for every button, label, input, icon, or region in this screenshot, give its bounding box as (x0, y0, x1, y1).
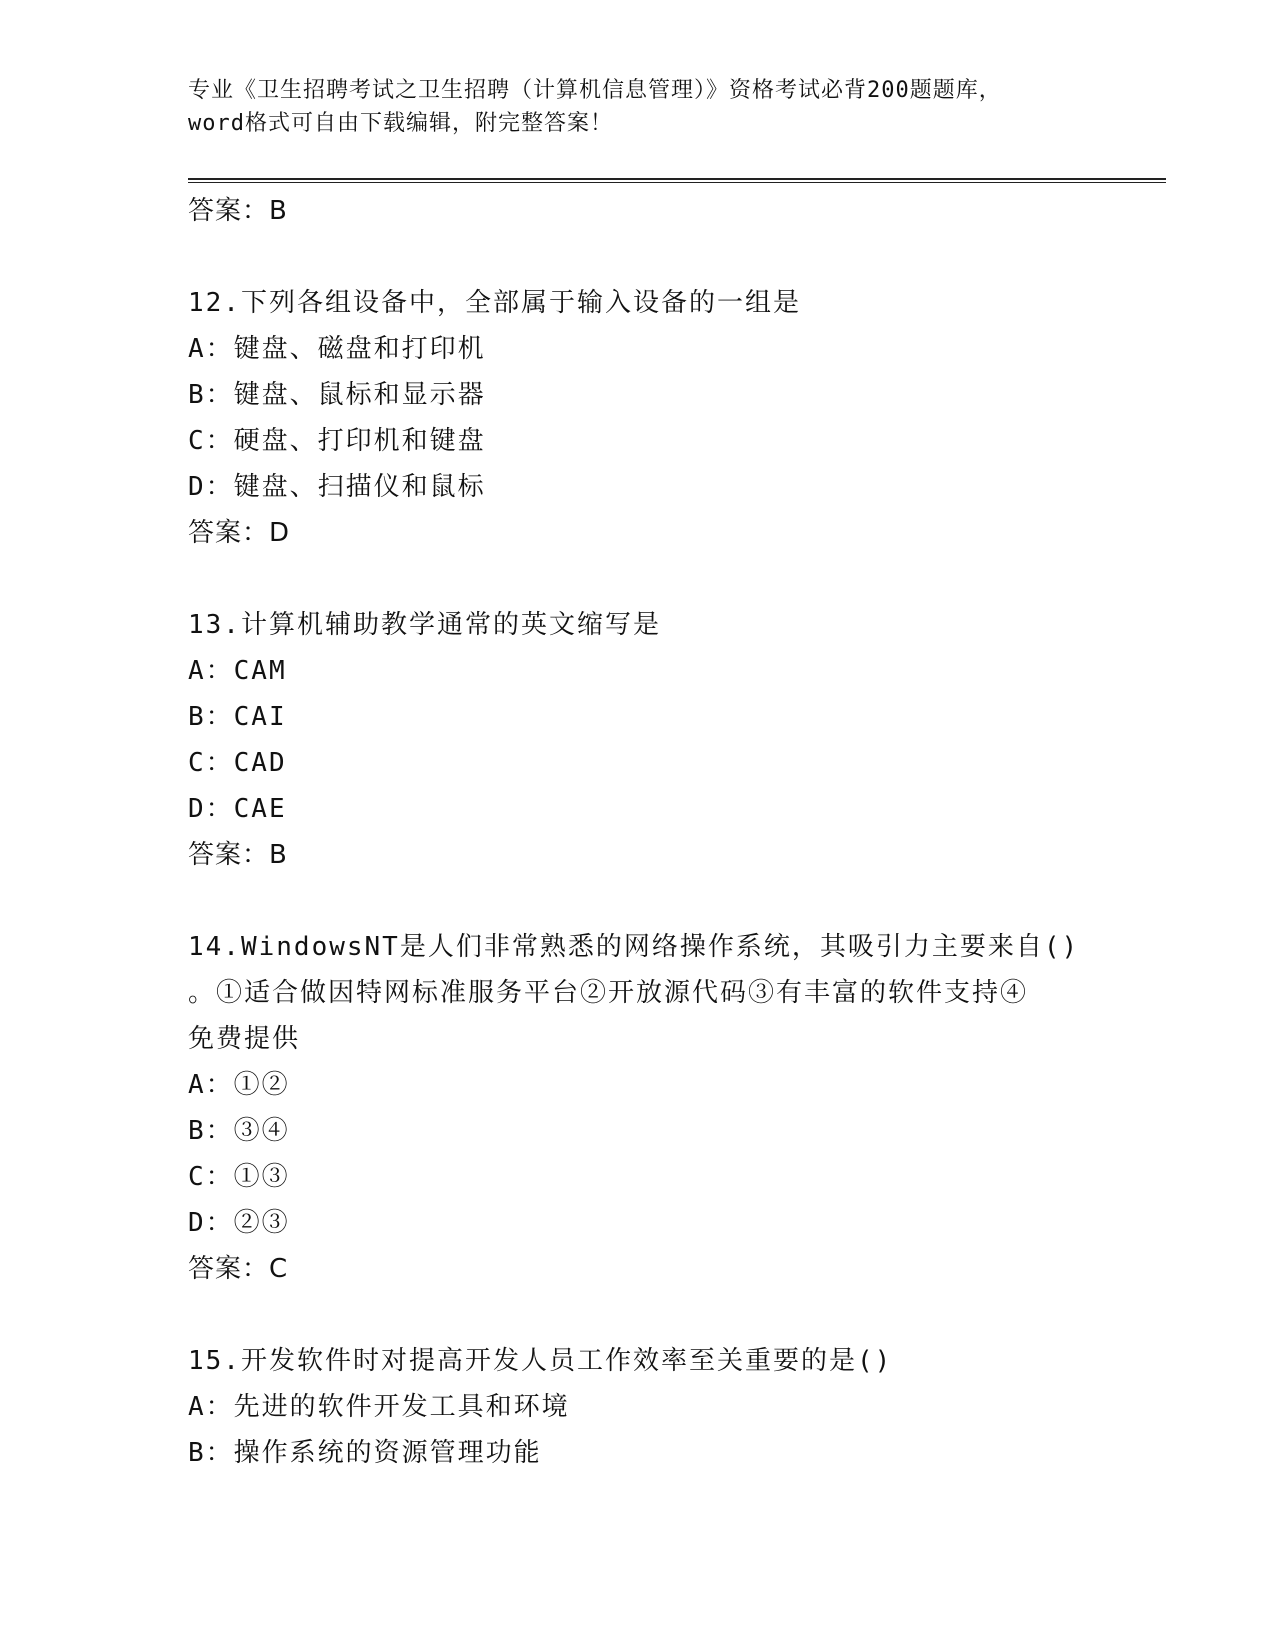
option-b: B：CAI (188, 702, 287, 732)
spacer (188, 556, 1068, 602)
question-text: 12.下列各组设备中，全部属于输入设备的一组是 (188, 288, 801, 318)
option-c: C：①③ (188, 1162, 290, 1192)
option-b: B：③④ (188, 1116, 290, 1146)
spacer (188, 878, 1068, 924)
question-text-line-3: 免费提供 (188, 1024, 301, 1054)
spacer (188, 1292, 1068, 1338)
header-divider (188, 178, 1166, 183)
option-b: B：键盘、鼠标和显示器 (188, 380, 486, 410)
option-a: A：先进的软件开发工具和环境 (188, 1392, 570, 1422)
spacer (188, 234, 1068, 280)
answer-line: 答案：B (188, 840, 288, 870)
answer-line: 答案：C (188, 1254, 289, 1284)
question-list (188, 188, 1080, 1476)
answer-line: 答案：D (188, 518, 291, 548)
option-d: D：键盘、扫描仪和鼠标 (188, 472, 486, 502)
answer-line: 答案：B (188, 196, 288, 226)
option-a: A：①② (188, 1070, 290, 1100)
header-title-line: 专业《卫生招聘考试之卫生招聘（计算机信息管理）》资格考试必背200题题库， (188, 78, 1002, 103)
header-subtitle-line: word格式可自由下载编辑，附完整答案！ (188, 111, 613, 136)
option-c: C：硬盘、打印机和键盘 (188, 426, 486, 456)
document-header (188, 74, 1068, 140)
option-d: D：②③ (188, 1208, 290, 1238)
option-c: C：CAD (188, 748, 287, 778)
question-block-14 (188, 924, 1080, 1292)
question-block-12 (188, 280, 1068, 556)
question-block-15 (188, 1338, 1068, 1476)
question-text-line-1: 14.WindowsNT是人们非常熟悉的网络操作系统，其吸引力主要来自() (188, 932, 1080, 962)
option-a: A：CAM (188, 656, 287, 686)
option-b: B：操作系统的资源管理功能 (188, 1438, 542, 1468)
question-text: 15.开发软件时对提高开发人员工作效率至关重要的是() (188, 1346, 893, 1376)
question-text: 13.计算机辅助教学通常的英文缩写是 (188, 610, 661, 640)
question-block-13 (188, 602, 1068, 878)
question-text-line-2: 。①适合做因特网标准服务平台②开放源代码③有丰富的软件支持④ (188, 978, 1029, 1008)
option-a: A：键盘、磁盘和打印机 (188, 334, 486, 364)
option-d: D：CAE (188, 794, 287, 824)
